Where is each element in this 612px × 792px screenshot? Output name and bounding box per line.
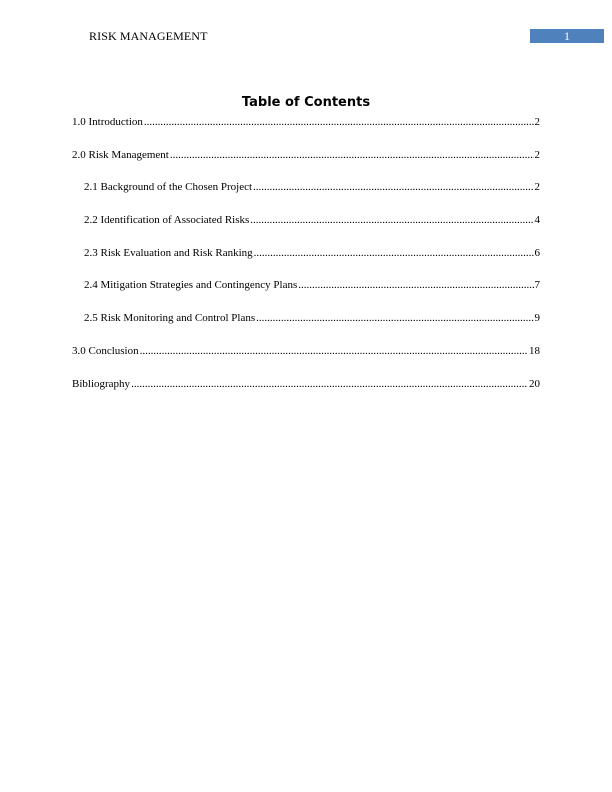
toc-entry-page: 20 — [529, 377, 540, 390]
dot-leader — [253, 179, 533, 195]
toc-entry-page: 2 — [534, 148, 540, 161]
dot-leader — [256, 310, 533, 326]
toc-entry-label: 1.0 Introduction — [72, 116, 143, 128]
dot-leader — [298, 277, 533, 293]
toc-entry-evaluation[interactable] — [72, 245, 540, 261]
toc-entry-page: 18 — [529, 344, 540, 357]
dot-leader — [144, 114, 534, 130]
toc-entry-page: 7 — [534, 279, 540, 292]
table-of-contents — [72, 114, 540, 408]
toc-entry-page: 9 — [534, 312, 540, 325]
toc-entry-label: 2.1 Background of the Chosen Project — [84, 181, 253, 194]
toc-entry-label: 2.0 Risk Management — [72, 148, 169, 161]
dot-leader — [250, 212, 533, 228]
toc-entry-risk-management[interactable] — [72, 147, 540, 163]
toc-entry-conclusion[interactable] — [72, 343, 540, 359]
dot-leader — [170, 147, 534, 163]
toc-heading: Table of Contents — [241, 95, 371, 110]
toc-entry-page: 2 — [534, 116, 540, 128]
dot-leader — [140, 343, 528, 359]
toc-entry-page: 2 — [534, 181, 540, 194]
toc-entry-label: 2.2 Identification of Associated Risks — [84, 214, 250, 227]
dot-leader — [131, 376, 528, 392]
running-header-title: RISK MANAGEMENT — [89, 29, 208, 43]
toc-entry-introduction[interactable] — [72, 114, 540, 130]
toc-entry-page: 4 — [534, 214, 540, 227]
page-number-badge: 1 — [530, 29, 604, 43]
toc-entry-label: 2.5 Risk Monitoring and Control Plans — [84, 312, 256, 325]
toc-entry-label: 3.0 Conclusion — [72, 344, 139, 357]
toc-entry-label: Bibliography — [72, 377, 131, 390]
toc-entry-label: 2.4 Mitigation Strategies and Contingency Plans — [84, 279, 298, 292]
toc-entry-bibliography[interactable] — [72, 376, 540, 392]
toc-entry-background[interactable] — [72, 179, 540, 195]
toc-entry-label: 2.3 Risk Evaluation and Risk Ranking — [84, 246, 253, 259]
dot-leader — [254, 245, 534, 261]
toc-entry-monitoring[interactable] — [72, 310, 540, 326]
toc-entry-mitigation[interactable] — [72, 277, 540, 293]
toc-entry-identification[interactable] — [72, 212, 540, 228]
toc-entry-page: 6 — [534, 246, 540, 259]
